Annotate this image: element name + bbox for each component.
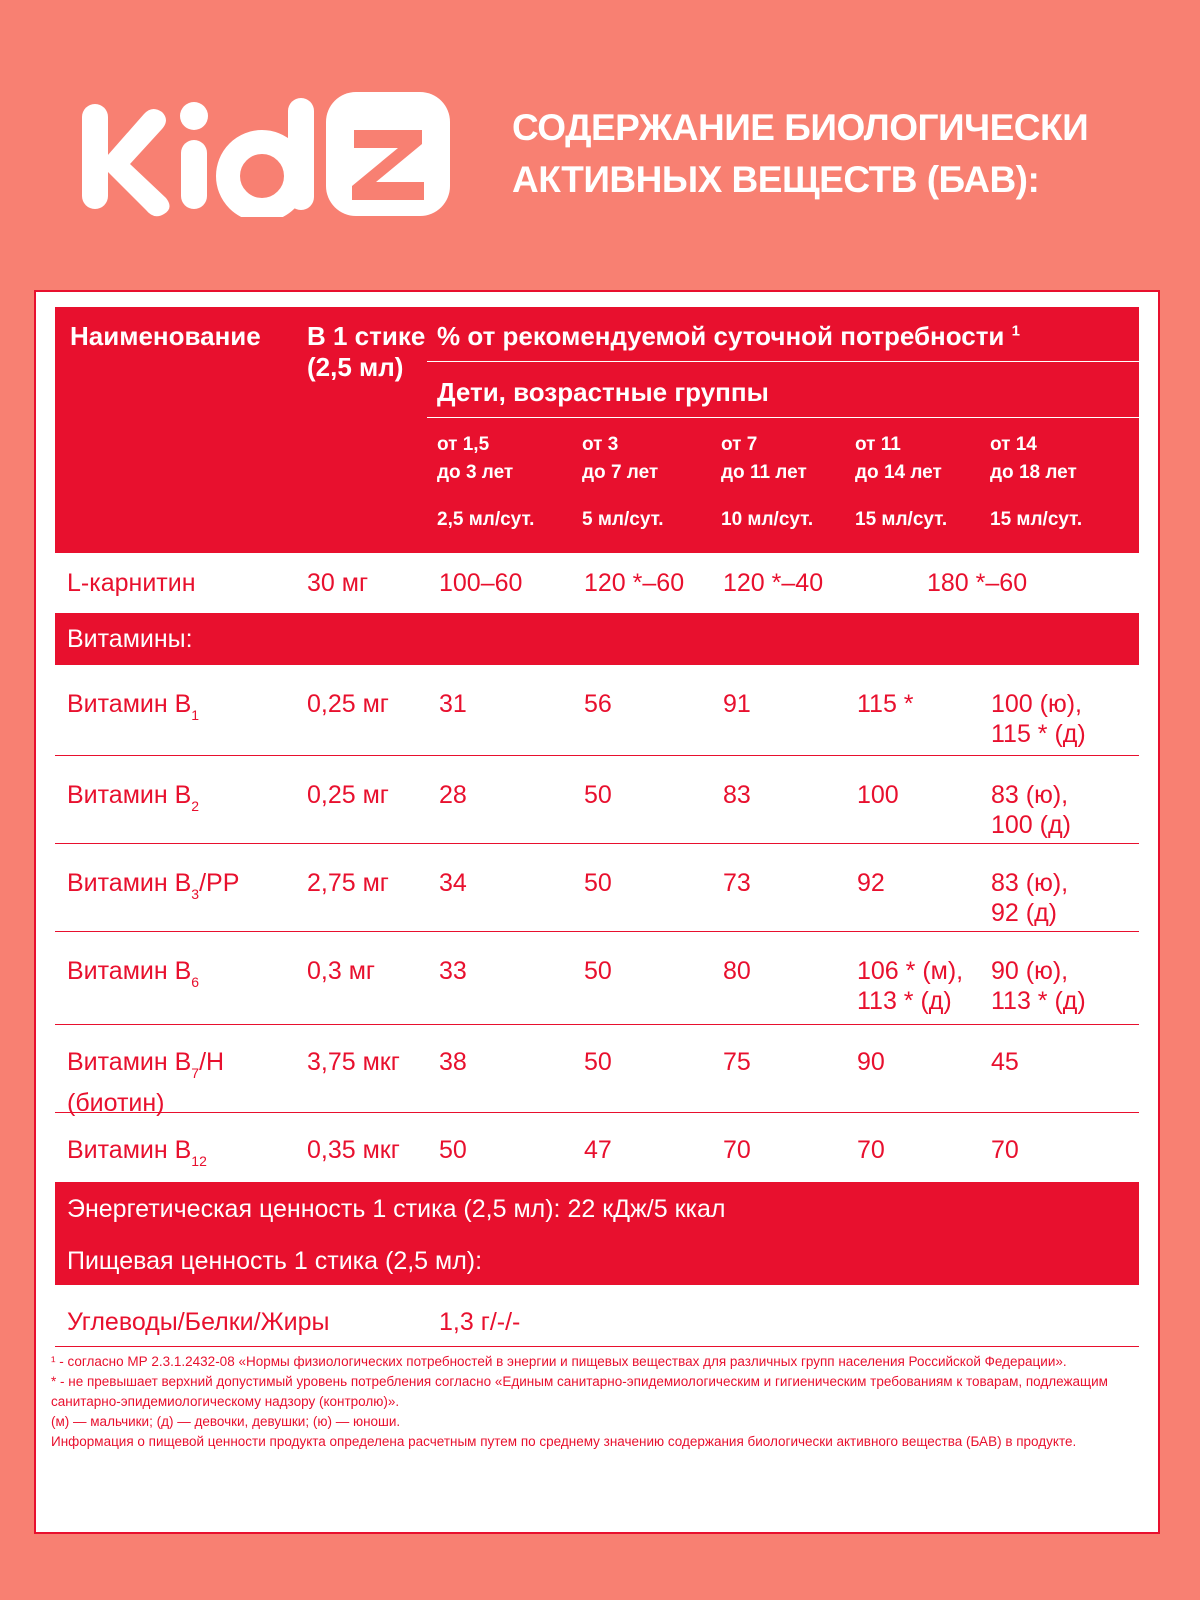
age-volume: 10 мл/сут.	[721, 509, 814, 530]
row-value: 31	[439, 690, 467, 718]
heading-line-2: АКТИВНЫХ ВЕЩЕСТВ (БАВ):	[512, 159, 1040, 200]
age-to: до 7 лет	[582, 462, 659, 483]
header-divider	[427, 417, 1139, 418]
row-value: 33	[439, 957, 467, 985]
row-name: Витамин $B_2$	[67, 781, 200, 814]
age-volume: 15 мл/сут.	[990, 509, 1083, 530]
row-value: 70	[991, 1136, 1019, 1164]
row-value: 100–60	[439, 569, 523, 597]
energy-value: Энергетическая ценность 1 стика (2,5 мл): 22 кДж/5 ккал	[67, 1195, 726, 1223]
header-percent-title: % от рекомендуемой суточной потребности	[437, 321, 1005, 351]
row-dose: 0,3 мг	[307, 957, 376, 985]
table-row	[55, 1025, 1139, 1117]
row-name: L-карнитин	[67, 569, 196, 597]
row-dose: 30 мг	[307, 569, 369, 597]
header-kids-groups: Дети, возрастные группы	[437, 377, 769, 407]
table-row	[55, 756, 1139, 844]
kidz-logo	[82, 92, 452, 217]
section-vitamins: Витамины:	[55, 613, 1139, 665]
footnote: * - не превышает верхний допустимый уровень потребления согласно «Единым санитарно-эпидемиологическим и гигиеническим требованиям к товарам, подлежащим санитарно-эпидемиологическому надзору (контролю)».	[51, 1374, 1108, 1409]
row-value: 50	[584, 957, 612, 985]
footnote: ¹ - согласно МР 2.3.1.2432-08 «Нормы физиологических потребностей в энергии и пищевых веществах для различных групп населения Российской Федерации».	[51, 1354, 1067, 1369]
row-dose: 2,75 мг	[307, 869, 389, 897]
row-value: 75	[723, 1048, 751, 1076]
row-value: 1,3 г/-/-	[439, 1308, 521, 1336]
footnote-marker: 1	[1011, 322, 1020, 340]
age-from: от 14	[990, 434, 1037, 455]
row-value: 90 (ю), 113 * (д)	[991, 957, 1086, 1015]
age-group	[721, 431, 813, 534]
row-dose: 0,25 мг	[307, 781, 389, 809]
row-value: 50	[584, 869, 612, 897]
row-value: 45	[991, 1048, 1019, 1076]
row-name: Углеводы/Белки/Жиры	[67, 1308, 330, 1336]
age-volume: 15 мл/сут.	[855, 509, 948, 530]
row-name: Витамин $B_3/PP$	[67, 869, 240, 902]
table-row	[55, 665, 1139, 756]
header-percent	[437, 321, 1020, 352]
footnotes	[51, 1352, 1141, 1452]
age-to: до 14 лет	[855, 462, 942, 483]
row-value: 90	[857, 1048, 885, 1076]
heading-line-1: СОДЕРЖАНИЕ БИОЛОГИЧЕСКИ	[512, 107, 1089, 148]
age-group	[582, 431, 664, 534]
row-name: Витамин $B_6$	[67, 957, 200, 990]
header-divider	[427, 361, 1139, 362]
age-from: от 11	[855, 434, 901, 455]
table-row	[55, 932, 1139, 1025]
row-name: Витамин $B_{12}$	[67, 1136, 207, 1169]
composition-card	[34, 290, 1160, 1534]
row-dose: 0,25 мг	[307, 690, 389, 718]
table-row	[55, 844, 1139, 932]
nutrition-label: Пищевая ценность 1 стика (2,5 мл):	[67, 1247, 483, 1275]
footnote: (м) — мальчики; (д) — девочки, девушки; (ю) — юноши.	[51, 1414, 401, 1429]
age-from: от 3	[582, 434, 619, 455]
header-dose: В 1 стике (2,5 мл)	[307, 321, 426, 382]
age-volume: 5 мл/сут.	[582, 509, 664, 530]
row-value: 70	[857, 1136, 885, 1164]
row-value: 106 * (м), 113 * (д)	[857, 957, 964, 1015]
row-value: 56	[584, 690, 612, 718]
row-value: 50	[584, 1048, 612, 1076]
age-from: от 1,5	[437, 434, 490, 455]
header-name: Наименование	[70, 321, 261, 351]
row-value: 70	[723, 1136, 751, 1164]
row-value: 83 (ю), 92 (д)	[991, 869, 1069, 927]
row-value: 83 (ю), 100 (д)	[991, 781, 1071, 839]
row-value: 50	[439, 1136, 467, 1164]
row-value: 47	[584, 1136, 612, 1164]
age-to: до 18 лет	[990, 462, 1077, 483]
row-name: Витамин $B_1$	[67, 690, 200, 723]
row-value: 80	[723, 957, 751, 985]
age-to: до 3 лет	[437, 462, 514, 483]
composition-table	[55, 307, 1139, 1347]
table-row-macros	[55, 1285, 1139, 1347]
row-value: 100 (ю), 115 * (д)	[991, 690, 1086, 748]
row-value: 73	[723, 869, 751, 897]
header	[0, 0, 1200, 290]
age-to: до 11 лет	[721, 462, 807, 483]
nutrition-band	[55, 1182, 1139, 1285]
age-group	[855, 431, 947, 534]
row-value: 115 *	[857, 690, 914, 718]
age-from: от 7	[721, 434, 758, 455]
row-value: 38	[439, 1048, 467, 1076]
row-value: 91	[723, 690, 751, 718]
row-value: 92	[857, 869, 885, 897]
row-dose: 0,35 мкг	[307, 1136, 400, 1164]
row-name: Витамин $B_7/H$ (биотин)	[67, 1048, 225, 1117]
footnote: Информация о пищевой ценности продукта определена расчетным путем по среднему значению содержания биологически активного вещества (БАВ) в продукте.	[51, 1434, 1077, 1449]
age-volume: 2,5 мл/сут.	[437, 509, 535, 530]
row-value: 50	[584, 781, 612, 809]
row-value: 120 *–40	[723, 569, 824, 597]
row-value: 28	[439, 781, 467, 809]
row-value: 34	[439, 869, 467, 897]
page-heading	[512, 102, 1152, 206]
age-group	[437, 431, 534, 534]
row-value: 83	[723, 781, 751, 809]
row-value: 100	[857, 781, 899, 809]
table-row	[55, 1113, 1139, 1182]
row-value: 120 *–60	[584, 569, 685, 597]
age-group	[990, 431, 1082, 534]
row-value: 180 *–60	[927, 569, 1028, 597]
table-header	[55, 307, 1139, 553]
table-row-carnitine	[55, 553, 1139, 613]
row-dose: 3,75 мкг	[307, 1048, 400, 1076]
